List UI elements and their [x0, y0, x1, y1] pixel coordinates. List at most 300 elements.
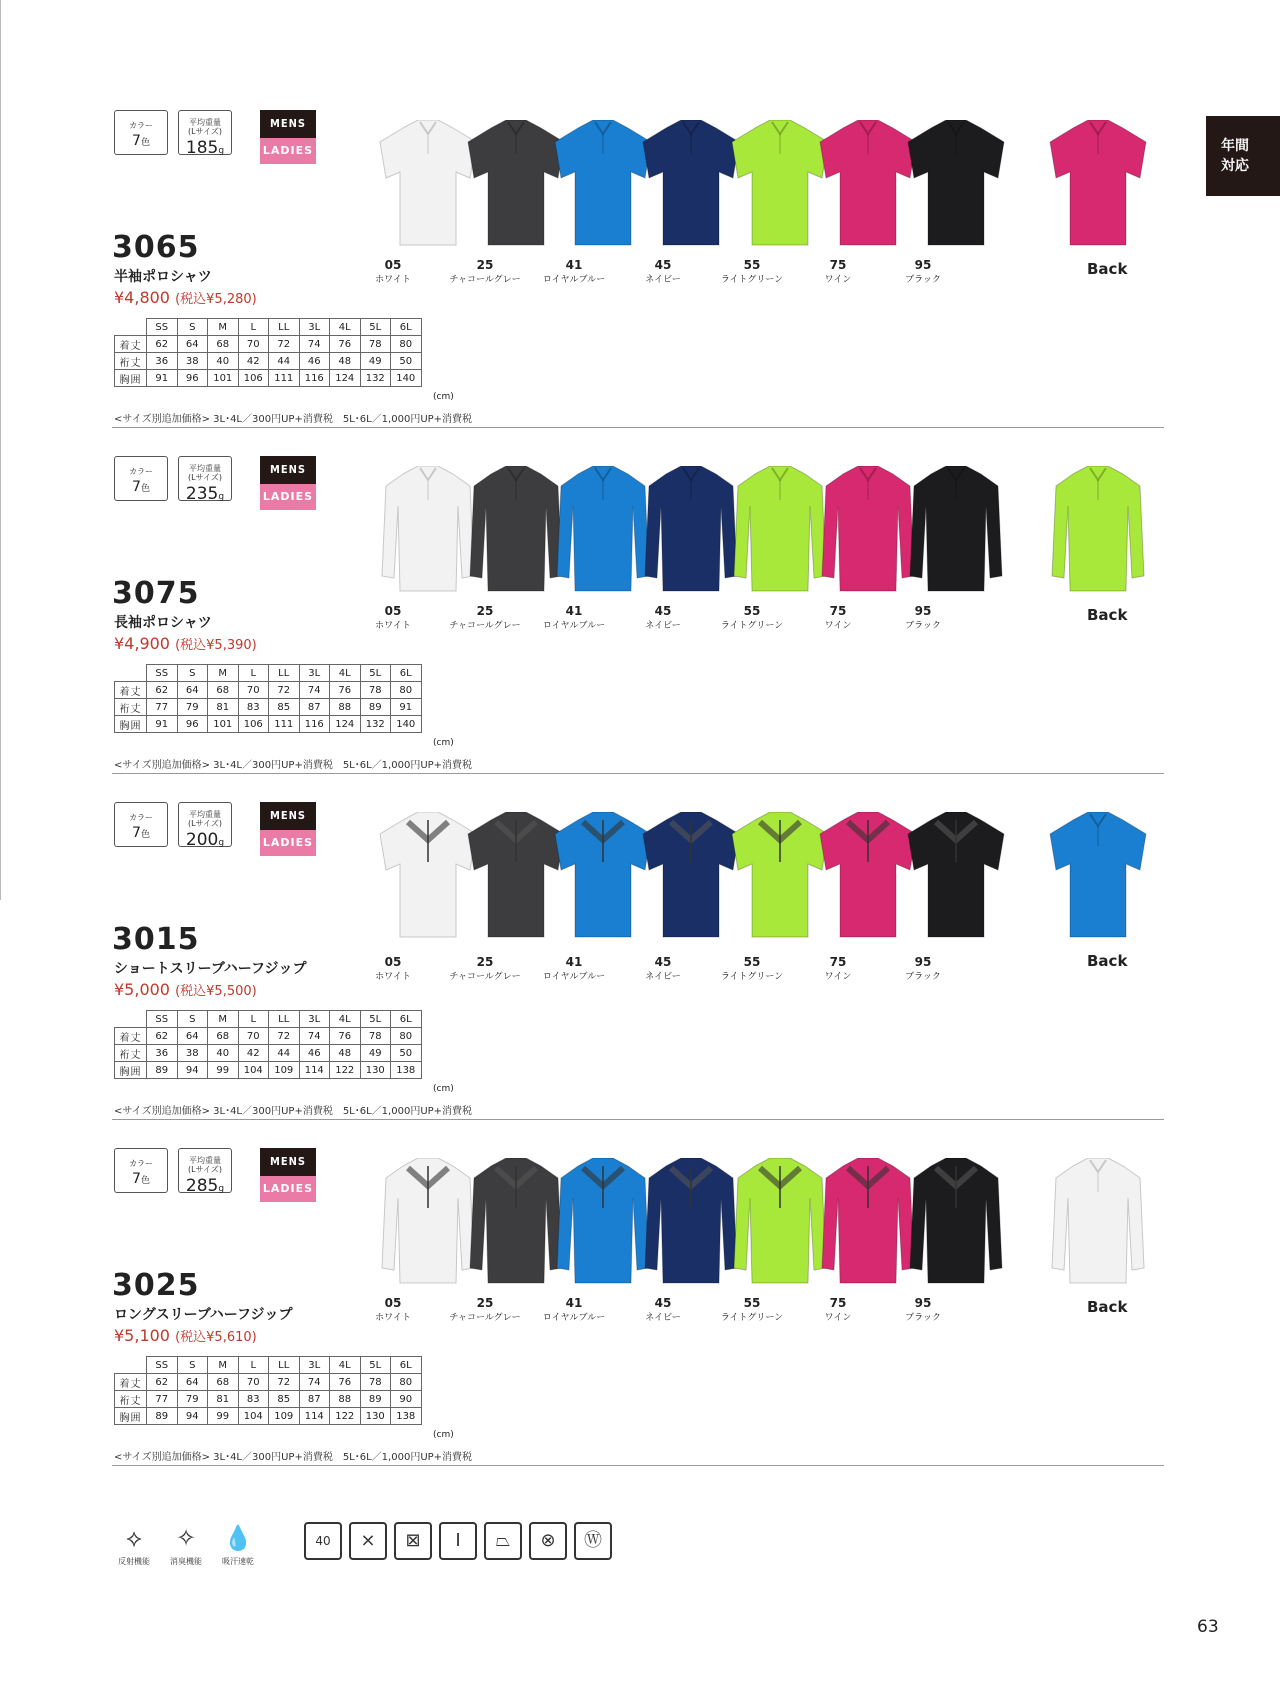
- weight-value: 185: [185, 138, 219, 158]
- swatch-number: 41: [565, 258, 583, 272]
- size-header: SS: [147, 319, 178, 336]
- table-cell: 74: [299, 336, 330, 353]
- size-price-note: <サイズ別追加価格> 3L･4L／300円UP+消費税 5L･6L／1,000円UP+消費税: [114, 1106, 473, 1117]
- color-count-badge: [114, 456, 168, 501]
- wet-clean-icon: Ⓦ: [574, 1522, 612, 1560]
- table-cell: 91: [147, 370, 178, 387]
- shirt-image-05: [378, 812, 478, 942]
- swatch-name: ロイヤルブルー: [542, 972, 606, 982]
- swatch-name: チャコールグレー: [449, 1313, 521, 1323]
- table-cell: 70: [238, 336, 269, 353]
- no-bleach-icon: ⨯: [349, 1522, 387, 1560]
- product-name: 長袖ポロシャツ: [114, 615, 212, 631]
- table-row: [115, 699, 422, 716]
- size-header: LL: [269, 665, 300, 682]
- swatch-name: ネイビー: [645, 972, 681, 982]
- season-line-2: 対応: [1221, 158, 1249, 174]
- swatch-number: 41: [565, 1296, 583, 1310]
- size-header: 4L: [330, 319, 361, 336]
- back-view-image: [1048, 120, 1148, 250]
- ladies-badge: LADIES: [260, 484, 316, 510]
- table-row: [115, 1391, 422, 1408]
- table-cell: 78: [360, 336, 391, 353]
- size-header: LL: [269, 1011, 300, 1028]
- mens-badge: MENS: [260, 802, 316, 830]
- table-cell: 70: [238, 1028, 269, 1045]
- ladies-badge: LADIES: [260, 830, 316, 856]
- swatch-name: ネイビー: [645, 275, 681, 285]
- table-cell: 96: [177, 716, 208, 733]
- swatch-number: 75: [829, 604, 847, 618]
- weight-value: 200: [185, 830, 219, 850]
- size-header: 4L: [330, 665, 361, 682]
- feature-label: 吸汗速乾: [222, 1557, 254, 1566]
- table-cell: 89: [360, 1391, 391, 1408]
- table-cell: 124: [330, 370, 361, 387]
- row-label: 着丈: [115, 1028, 147, 1045]
- table-cell: 90: [391, 1391, 422, 1408]
- table-cell: 81: [208, 699, 239, 716]
- table-cell: 106: [238, 370, 269, 387]
- table-cell: 91: [147, 716, 178, 733]
- table-cell: 76: [330, 682, 361, 699]
- table-cell: 62: [147, 1374, 178, 1391]
- size-header: SS: [147, 1357, 178, 1374]
- table-cell: 40: [208, 1045, 239, 1062]
- swatch-number: 55: [743, 1296, 761, 1310]
- row-label: 着丈: [115, 336, 147, 353]
- weight-sub-label: (Lサイズ): [187, 1165, 223, 1174]
- table-cell: 132: [360, 370, 391, 387]
- shirt-image-95: [906, 812, 1006, 942]
- table-row: [115, 353, 422, 370]
- table-cell: 79: [177, 699, 208, 716]
- swatch-name: ワイン: [824, 621, 852, 631]
- swatch-name: ロイヤルブルー: [542, 1313, 606, 1323]
- table-cell: 64: [177, 1374, 208, 1391]
- size-header: 6L: [391, 319, 422, 336]
- table-cell: 88: [330, 699, 361, 716]
- size-price-note: <サイズ別追加価格> 3L･4L／300円UP+消費税 5L･6L／1,000円UP+消費税: [114, 760, 473, 771]
- mens-badge: MENS: [260, 1148, 316, 1176]
- size-header: SS: [147, 665, 178, 682]
- swatch-name: ブラック: [905, 1313, 941, 1323]
- tax-price: (税込¥5,610): [175, 1330, 257, 1345]
- table-cell: 62: [147, 682, 178, 699]
- feature-item: [104, 1520, 164, 1567]
- deodorize-icon: ✧: [175, 1524, 197, 1552]
- size-header: LL: [269, 1357, 300, 1374]
- table-row: [115, 370, 422, 387]
- table-cell: 94: [177, 1062, 208, 1079]
- color-count-value: 7: [132, 1171, 141, 1187]
- weight-sub-label: (Lサイズ): [187, 819, 223, 828]
- swatch-number: 41: [565, 604, 583, 618]
- price-value: ¥4,900: [114, 634, 170, 653]
- swatch-number: 45: [654, 955, 672, 969]
- back-label: Back: [1087, 1298, 1128, 1316]
- table-cell: 64: [177, 682, 208, 699]
- table-corner: [115, 1357, 147, 1374]
- feature-label: 反射機能: [118, 1557, 150, 1566]
- color-count-unit: 色: [140, 1176, 150, 1186]
- swatch-number: 25: [476, 258, 494, 272]
- row-label: 胸囲: [115, 1408, 147, 1425]
- swatch-name: ネイビー: [645, 621, 681, 631]
- row-label: 裄丈: [115, 1391, 147, 1408]
- shirt-image-25: [466, 466, 566, 596]
- swatch-number: 95: [914, 1296, 932, 1310]
- feature-item: [156, 1520, 216, 1567]
- shirt-image-05: [378, 1158, 478, 1288]
- table-cell: 36: [147, 353, 178, 370]
- product-name: ショートスリーブハーフジップ: [114, 961, 307, 977]
- size-table: [114, 318, 422, 387]
- table-cell: 96: [177, 370, 208, 387]
- mens-badge: MENS: [260, 456, 316, 484]
- table-cell: 99: [208, 1062, 239, 1079]
- weight-badge: [178, 456, 232, 504]
- table-cell: 130: [360, 1408, 391, 1425]
- table-cell: 140: [391, 370, 422, 387]
- weight-sub-label: (Lサイズ): [187, 473, 223, 482]
- weight-label: 平均重量: [189, 118, 221, 127]
- shirt-image-75: [818, 120, 918, 250]
- unit-cm: (cm): [433, 1430, 454, 1440]
- swatch-name: チャコールグレー: [449, 621, 521, 631]
- table-cell: 36: [147, 1045, 178, 1062]
- table-corner: [115, 1011, 147, 1028]
- table-cell: 40: [208, 353, 239, 370]
- sweat-absorb-icon: 💧: [223, 1524, 253, 1552]
- table-cell: 72: [269, 336, 300, 353]
- table-cell: 46: [299, 1045, 330, 1062]
- row-label: 裄丈: [115, 1045, 147, 1062]
- color-count-label: カラー: [129, 467, 153, 476]
- table-cell: 62: [147, 1028, 178, 1045]
- table-cell: 101: [208, 716, 239, 733]
- swatch-name: ワイン: [824, 275, 852, 285]
- swatch-name: チャコールグレー: [449, 972, 521, 982]
- swatch-number: 05: [384, 258, 402, 272]
- shirt-image-41: [553, 120, 653, 250]
- row-label: 胸囲: [115, 1062, 147, 1079]
- back-view-image: [1048, 466, 1148, 596]
- product-price: [114, 1326, 257, 1345]
- shirt-image-55: [730, 1158, 830, 1288]
- shirt-image-95: [906, 466, 1006, 596]
- table-row: [115, 1028, 422, 1045]
- size-header: 3L: [299, 319, 330, 336]
- size-header: 6L: [391, 1357, 422, 1374]
- size-header-row: [115, 1357, 422, 1374]
- swatch-number: 95: [914, 604, 932, 618]
- swatch-number: 05: [384, 604, 402, 618]
- swatch-number: 05: [384, 1296, 402, 1310]
- color-count-badge: [114, 1148, 168, 1193]
- table-cell: 42: [238, 1045, 269, 1062]
- swatch-name: ホワイト: [375, 275, 411, 285]
- left-rule: [0, 0, 1, 900]
- swatch-name: ホワイト: [375, 972, 411, 982]
- table-cell: 124: [330, 716, 361, 733]
- table-cell: 80: [391, 336, 422, 353]
- page-number: 63: [1197, 1617, 1219, 1637]
- table-cell: 99: [208, 1408, 239, 1425]
- table-cell: 132: [360, 716, 391, 733]
- table-cell: 109: [269, 1062, 300, 1079]
- weight-unit: g: [218, 1184, 225, 1194]
- swatch-name: ロイヤルブルー: [542, 621, 606, 631]
- shirt-image-55: [730, 466, 830, 596]
- price-value: ¥4,800: [114, 288, 170, 307]
- table-cell: 68: [208, 682, 239, 699]
- table-row: [115, 336, 422, 353]
- feature-label: 消臭機能: [170, 1557, 202, 1566]
- swatch-name: ネイビー: [645, 1313, 681, 1323]
- swatch-number: 75: [829, 955, 847, 969]
- shirt-image-95: [906, 120, 1006, 250]
- size-table: [114, 1010, 422, 1079]
- swatch-number: 55: [743, 258, 761, 272]
- table-cell: 64: [177, 336, 208, 353]
- swatch-number: 25: [476, 1296, 494, 1310]
- swatch-name: ホワイト: [375, 621, 411, 631]
- table-cell: 68: [208, 1028, 239, 1045]
- table-cell: 111: [269, 370, 300, 387]
- tax-price: (税込¥5,500): [175, 984, 257, 999]
- table-cell: 111: [269, 716, 300, 733]
- table-cell: 89: [147, 1062, 178, 1079]
- table-cell: 116: [299, 370, 330, 387]
- table-cell: 44: [269, 353, 300, 370]
- tax-price: (税込¥5,390): [175, 638, 257, 653]
- line-dry-icon: Ⅰ: [439, 1522, 477, 1560]
- color-count-value: 7: [132, 133, 141, 149]
- table-cell: 83: [238, 699, 269, 716]
- table-cell: 48: [330, 1045, 361, 1062]
- size-header: L: [238, 319, 269, 336]
- table-cell: 70: [238, 682, 269, 699]
- swatch-number: 25: [476, 604, 494, 618]
- shirt-image-55: [730, 120, 830, 250]
- table-cell: 74: [299, 682, 330, 699]
- reflect-icon: ⟡: [126, 1524, 142, 1552]
- size-header: 3L: [299, 1357, 330, 1374]
- size-header: L: [238, 1357, 269, 1374]
- unit-cm: (cm): [433, 738, 454, 748]
- swatch-number: 25: [476, 955, 494, 969]
- table-cell: 78: [360, 1374, 391, 1391]
- table-cell: 130: [360, 1062, 391, 1079]
- swatch-number: 75: [829, 1296, 847, 1310]
- table-cell: 44: [269, 1045, 300, 1062]
- swatch-number: 45: [654, 604, 672, 618]
- product-section: [112, 802, 1164, 1120]
- ladies-badge: LADIES: [260, 138, 316, 164]
- size-price-note: <サイズ別追加価格> 3L･4L／300円UP+消費税 5L･6L／1,000円UP+消費税: [114, 1452, 473, 1463]
- season-line-1: 年間: [1221, 138, 1249, 154]
- shirt-image-45: [641, 466, 741, 596]
- table-cell: 78: [360, 682, 391, 699]
- swatch-number: 55: [743, 604, 761, 618]
- size-header: 6L: [391, 1011, 422, 1028]
- weight-unit: g: [218, 838, 225, 848]
- swatch-name: ライトグリーン: [720, 621, 784, 631]
- swatch-number: 41: [565, 955, 583, 969]
- table-cell: 78: [360, 1028, 391, 1045]
- table-cell: 138: [391, 1062, 422, 1079]
- color-count-label: カラー: [129, 1159, 153, 1168]
- table-cell: 72: [269, 1028, 300, 1045]
- table-cell: 49: [360, 353, 391, 370]
- swatch-name: ライトグリーン: [720, 972, 784, 982]
- tax-price: (税込¥5,280): [175, 292, 257, 307]
- size-header: 5L: [360, 1011, 391, 1028]
- table-corner: [115, 665, 147, 682]
- size-header-row: [115, 665, 422, 682]
- shirt-image-25: [466, 812, 566, 942]
- swatch-name: ライトグリーン: [720, 275, 784, 285]
- swatch-name: ブラック: [905, 621, 941, 631]
- color-count-unit: 色: [140, 138, 150, 148]
- size-header: 4L: [330, 1011, 361, 1028]
- table-cell: 79: [177, 1391, 208, 1408]
- table-cell: 91: [391, 699, 422, 716]
- size-header: M: [208, 1011, 239, 1028]
- size-header: 4L: [330, 1357, 361, 1374]
- table-cell: 89: [360, 699, 391, 716]
- table-cell: 80: [391, 682, 422, 699]
- feature-item: [208, 1520, 268, 1567]
- swatch-name: ワイン: [824, 1313, 852, 1323]
- back-view-image: [1048, 1158, 1148, 1288]
- swatch-name: チャコールグレー: [449, 275, 521, 285]
- table-cell: 87: [299, 1391, 330, 1408]
- row-label: 裄丈: [115, 353, 147, 370]
- wash-40-icon: 40: [304, 1522, 342, 1560]
- table-corner: [115, 319, 147, 336]
- no-dryclean-icon: ⊗: [529, 1522, 567, 1560]
- table-row: [115, 1408, 422, 1425]
- weight-unit: g: [218, 492, 225, 502]
- size-table: [114, 664, 422, 733]
- table-cell: 85: [269, 1391, 300, 1408]
- color-count-value: 7: [132, 479, 141, 495]
- weight-label: 平均重量: [189, 1156, 221, 1165]
- table-cell: 88: [330, 1391, 361, 1408]
- product-price: [114, 288, 257, 307]
- table-cell: 38: [177, 1045, 208, 1062]
- product-section: [112, 456, 1164, 774]
- table-cell: 72: [269, 682, 300, 699]
- table-cell: 104: [238, 1062, 269, 1079]
- table-cell: 76: [330, 1374, 361, 1391]
- table-cell: 38: [177, 353, 208, 370]
- table-cell: 74: [299, 1374, 330, 1391]
- table-cell: 94: [177, 1408, 208, 1425]
- color-count-badge: [114, 110, 168, 155]
- back-label: Back: [1087, 260, 1128, 278]
- mens-badge: MENS: [260, 110, 316, 138]
- table-cell: 77: [147, 1391, 178, 1408]
- size-table: [114, 1356, 422, 1425]
- weight-sub-label: (Lサイズ): [187, 127, 223, 136]
- size-header: S: [177, 319, 208, 336]
- table-cell: 68: [208, 336, 239, 353]
- price-value: ¥5,100: [114, 1326, 170, 1345]
- table-row: [115, 1045, 422, 1062]
- table-cell: 77: [147, 699, 178, 716]
- shirt-image-25: [466, 1158, 566, 1288]
- table-cell: 89: [147, 1408, 178, 1425]
- ladies-badge: LADIES: [260, 1176, 316, 1202]
- back-label: Back: [1087, 952, 1128, 970]
- table-cell: 74: [299, 1028, 330, 1045]
- weight-badge: [178, 802, 232, 850]
- table-cell: 42: [238, 353, 269, 370]
- size-header: SS: [147, 1011, 178, 1028]
- swatch-number: 75: [829, 258, 847, 272]
- table-cell: 87: [299, 699, 330, 716]
- weight-badge: [178, 110, 232, 158]
- product-name: ロングスリーブハーフジップ: [114, 1307, 293, 1323]
- weight-unit: g: [218, 146, 225, 156]
- size-header: 3L: [299, 665, 330, 682]
- table-cell: 64: [177, 1028, 208, 1045]
- swatch-number: 05: [384, 955, 402, 969]
- table-cell: 109: [269, 1408, 300, 1425]
- table-cell: 83: [238, 1391, 269, 1408]
- swatch-name: ブラック: [905, 972, 941, 982]
- shirt-image-45: [641, 1158, 741, 1288]
- shirt-image-75: [818, 1158, 918, 1288]
- shirt-image-41: [553, 466, 653, 596]
- table-cell: 138: [391, 1408, 422, 1425]
- weight-value: 235: [185, 484, 219, 504]
- table-cell: 122: [330, 1408, 361, 1425]
- table-cell: 116: [299, 716, 330, 733]
- swatch-name: ライトグリーン: [720, 1313, 784, 1323]
- product-code: 3065: [112, 230, 200, 265]
- product-code: 3015: [112, 922, 200, 957]
- color-count-badge: [114, 802, 168, 847]
- size-header-row: [115, 1011, 422, 1028]
- iron-low-icon: ⏢: [484, 1522, 522, 1560]
- color-count-label: カラー: [129, 813, 153, 822]
- size-header: 6L: [391, 665, 422, 682]
- shirt-image-95: [906, 1158, 1006, 1288]
- row-label: 着丈: [115, 682, 147, 699]
- row-label: 胸囲: [115, 370, 147, 387]
- swatch-name: ワイン: [824, 972, 852, 982]
- product-code: 3025: [112, 1268, 200, 1303]
- table-cell: 114: [299, 1062, 330, 1079]
- back-view-image: [1048, 812, 1148, 942]
- row-label: 着丈: [115, 1374, 147, 1391]
- table-cell: 122: [330, 1062, 361, 1079]
- table-cell: 50: [391, 353, 422, 370]
- product-section: [112, 1148, 1164, 1466]
- swatch-name: ホワイト: [375, 1313, 411, 1323]
- unit-cm: (cm): [433, 1084, 454, 1094]
- weight-badge: [178, 1148, 232, 1196]
- shirt-image-41: [553, 812, 653, 942]
- weight-label: 平均重量: [189, 810, 221, 819]
- table-cell: 62: [147, 336, 178, 353]
- swatch-number: 95: [914, 955, 932, 969]
- weight-value: 285: [185, 1176, 219, 1196]
